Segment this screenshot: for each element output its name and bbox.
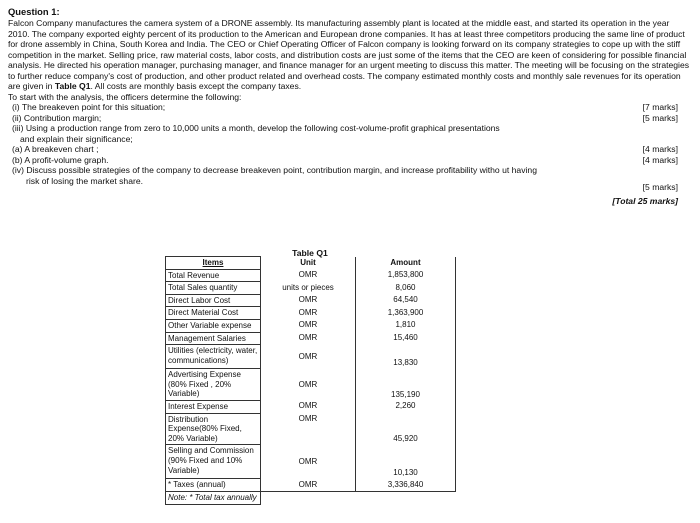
marks-i: [7 marks] bbox=[642, 102, 678, 112]
table-row: Selling and Commission (90% Fixed and 10% Variable) OMR 10,130 bbox=[166, 445, 456, 479]
item-iii-b: (b) A profit-volume graph. [4 marks] bbox=[12, 154, 678, 165]
table-row: * Taxes (annual) OMR 3,336,840 bbox=[166, 479, 456, 492]
total-marks: [Total 25 marks] bbox=[612, 196, 678, 206]
table-note: Note: * Total tax annually bbox=[166, 491, 261, 504]
item-iii-a: (a) A breakeven chart ; [4 marks] bbox=[12, 144, 678, 154]
table-row: Management Salaries OMR 15,460 bbox=[166, 332, 456, 345]
cost-table bbox=[165, 256, 456, 505]
item-i: (i) The breakeven point for this situation; [7 marks] bbox=[12, 102, 678, 112]
table-row: Total Sales quantity units or pieces 8,060 bbox=[166, 282, 456, 295]
item-iii-cont: and explain their significance; bbox=[20, 133, 133, 144]
table-row: Direct Material Cost OMR 1,363,900 bbox=[166, 307, 456, 320]
marks-ii: [5 marks] bbox=[642, 112, 678, 123]
table-row: Utilities (electricity, water, communications) OMR 13,830 bbox=[166, 345, 456, 369]
marks-iv: [5 marks] bbox=[642, 181, 678, 192]
item-iv: (iv) Discuss possible strategies of the company to decrease breakeven point, contribution margin, and increase profitability witho ut having bbox=[12, 165, 537, 175]
table-header-row bbox=[166, 257, 456, 270]
table-row: Total Revenue OMR 1,853,800 bbox=[166, 269, 456, 282]
table-q1 bbox=[165, 248, 455, 505]
table-row: Interest Expense OMR 2,260 bbox=[166, 400, 456, 413]
marks-iii-a: [4 marks] bbox=[642, 144, 678, 154]
table-row: Distribution Expense(80% Fixed, 20% Variable) OMR 45,920 bbox=[166, 413, 456, 445]
item-ii: (ii) Contribution margin; [5 marks] bbox=[12, 112, 678, 123]
table-note-row bbox=[166, 491, 456, 504]
header-amount: Amount bbox=[356, 257, 456, 270]
table-row: Direct Labor Cost OMR 64,540 bbox=[166, 294, 456, 307]
table-row: Advertising Expense (80% Fixed , 20% Variable) OMR 135,190 bbox=[166, 369, 456, 401]
header-unit: Unit bbox=[261, 257, 356, 270]
question-intro: To start with the analysis, the officers determine the following: bbox=[8, 91, 242, 102]
item-iii: (iii) Using a production range from zero to 10,000 units a month, develop the following cost-volume-profit graphical presentations bbox=[12, 123, 500, 133]
question-document bbox=[8, 6, 692, 206]
question-paragraph: Falcon Company manufactures the camera system of a DRONE assembly. Its manufacturing assembly plant is located at the middle east, and started its operation in the year 2010. The company exported eighty percent of its production to the American and European drone companies. It has at least three competitors producing the same line of product for drone assembly in China, South Korea and India. The CEO or Chief Operating Officer of Falcon company is looking forward on its company strategies to cope up with the stiff competition in the market. Selling price, raw material costs, labor costs, and distribution costs are just some of the items that the CEO are keen of considering for possible financial analysis. He directed his operation manager, purchasing manager, and finance manager for an urgent meeting to discuss this matter. The meeting will be focusing on the strategies to further reduce company's cost of production, and other product related and overhead costs. The company estimated monthly costs and monthly sale revenues for its operation are given in Table Q1. All costs are monthly basis except the company taxes. bbox=[8, 18, 690, 91]
marks-iii-b: [4 marks] bbox=[642, 154, 678, 165]
header-items: Items bbox=[166, 257, 261, 270]
table-row: Other Variable expense OMR 1,810 bbox=[166, 319, 456, 332]
question-title: Question 1: bbox=[8, 6, 60, 17]
table-reference: Table Q1 bbox=[54, 81, 91, 91]
table-caption: Table Q1 bbox=[292, 248, 328, 258]
item-iv-cont: risk of losing the market share. [5 marks] bbox=[26, 175, 678, 192]
